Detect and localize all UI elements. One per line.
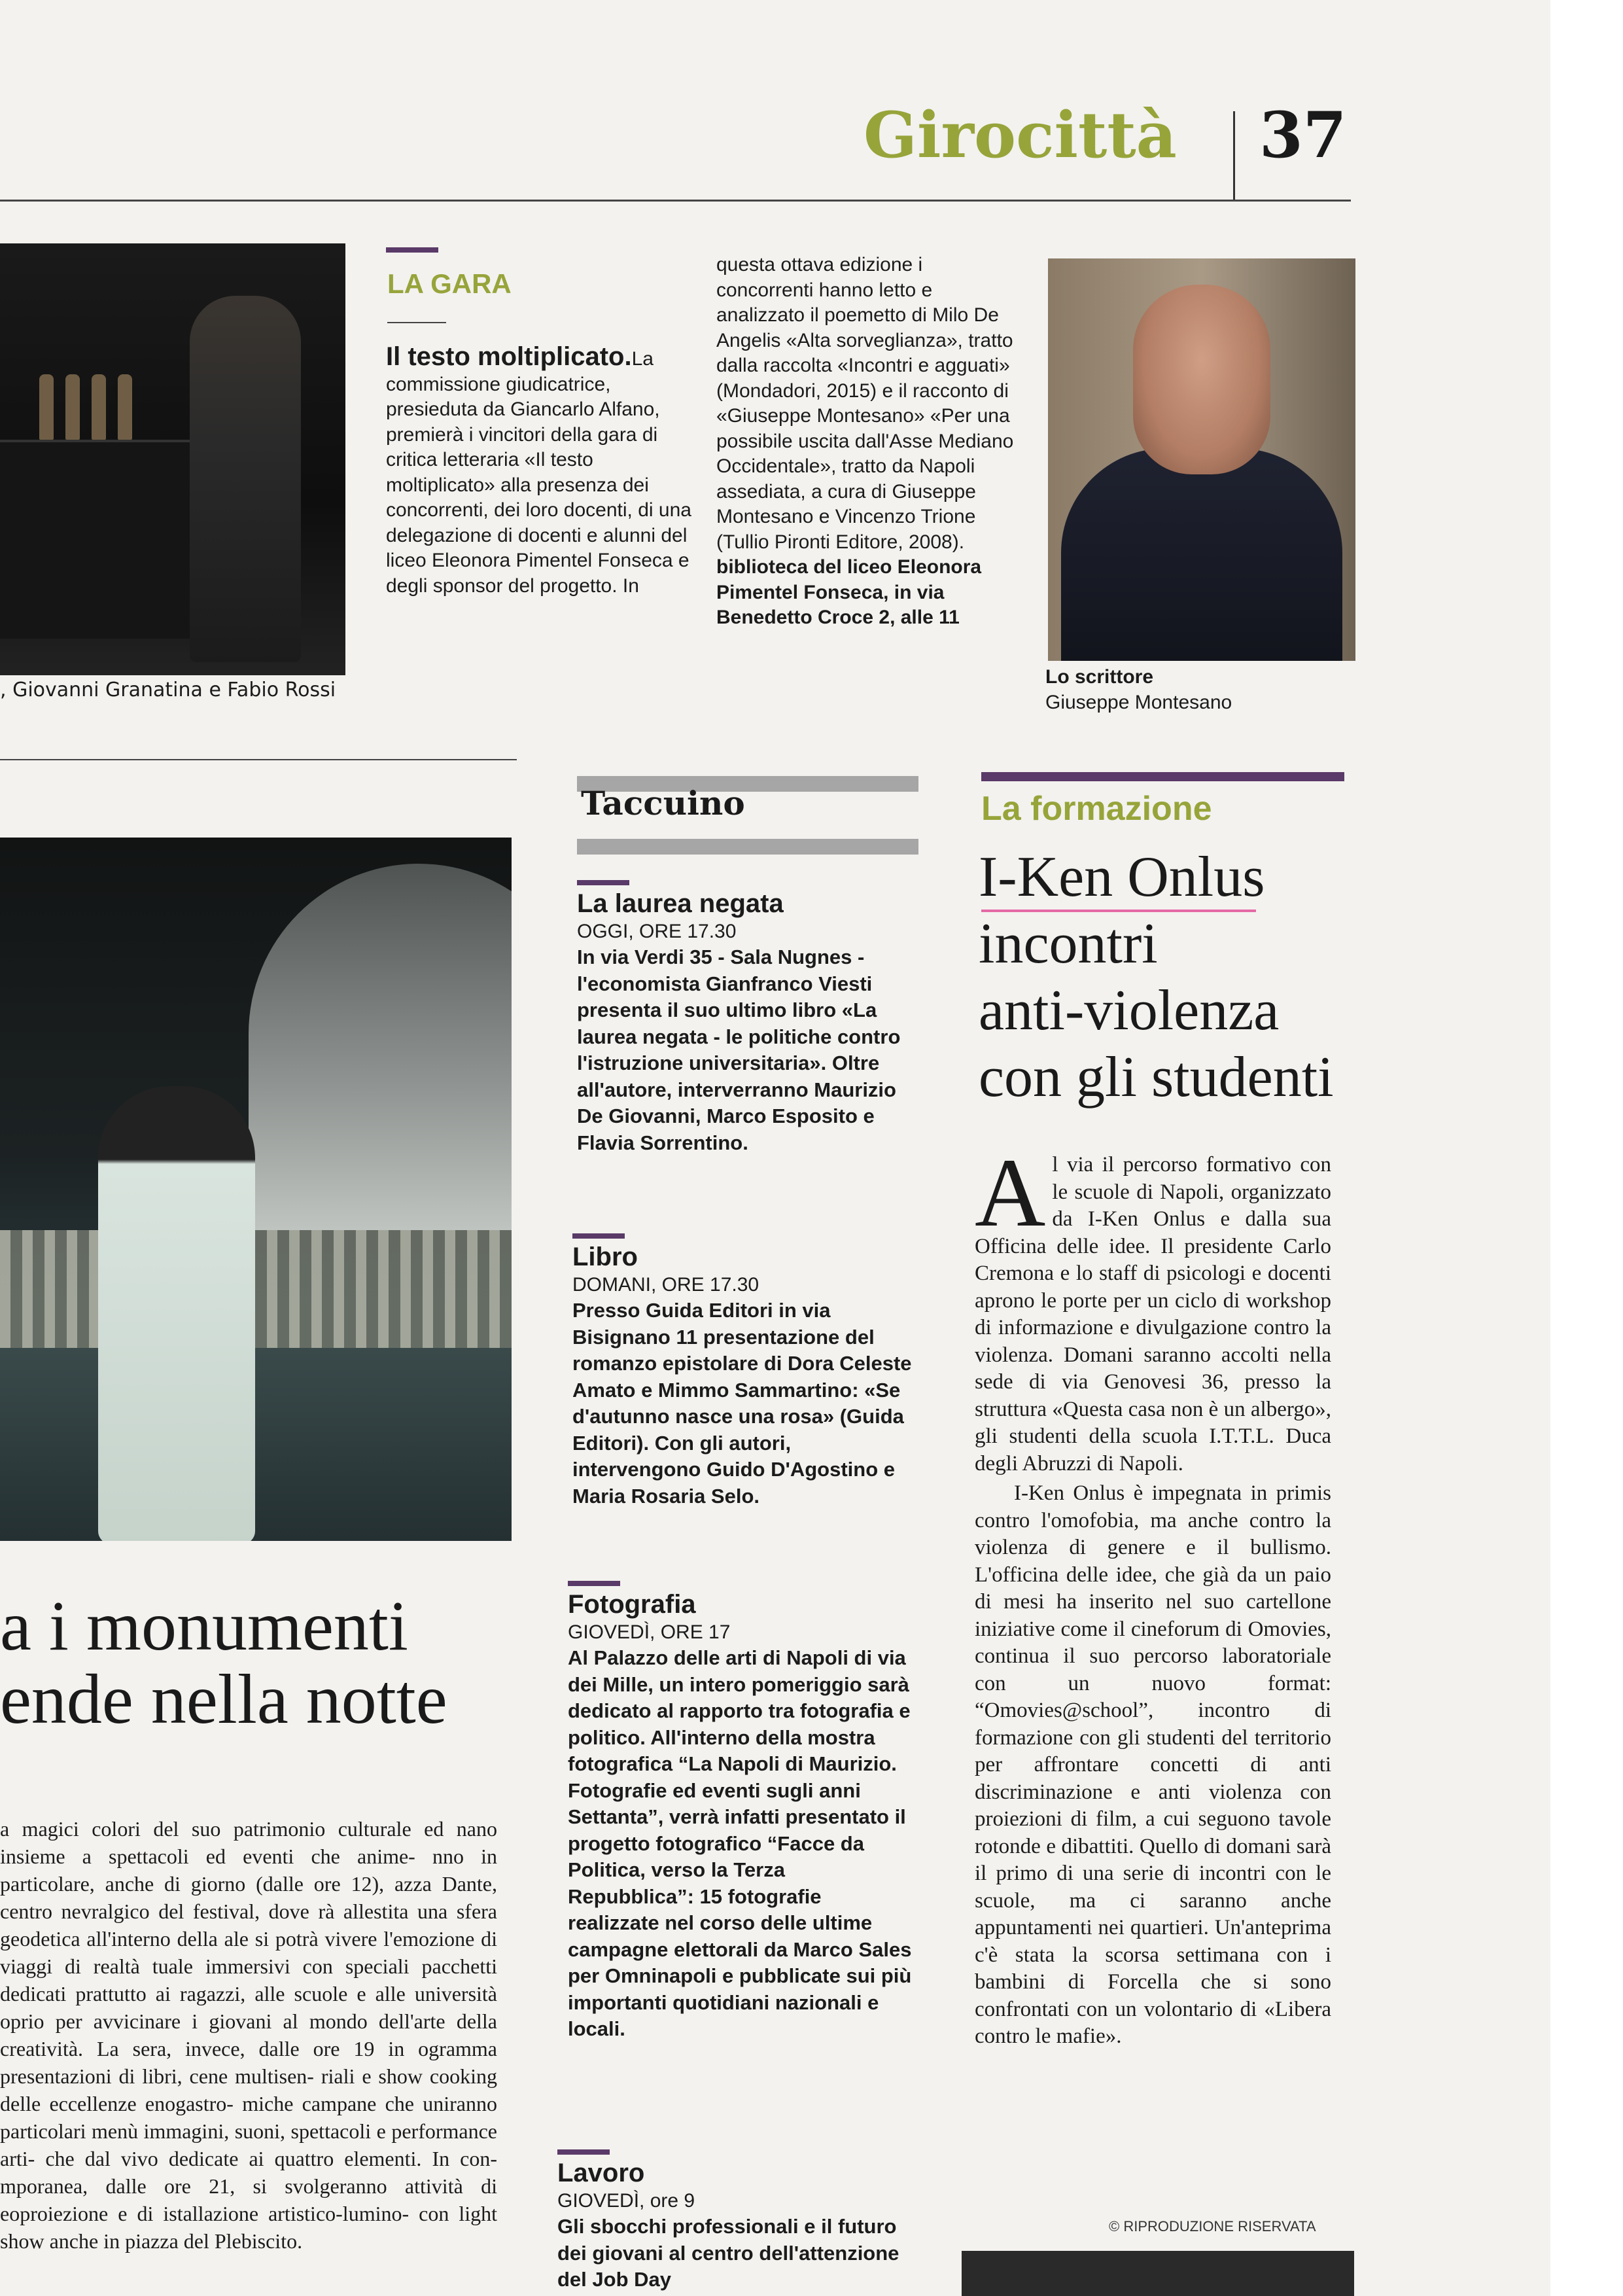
night-square-photo [0,838,512,1541]
bottle-shape [118,374,132,440]
scan-margin [1550,0,1623,2296]
entry-mini-rule [577,880,629,885]
entry-mini-rule [572,1233,625,1239]
stage-table [0,440,196,639]
entry-desc: In via Verdi 35 - Sala Nugnes - l'economista Gianfranco Viesti presenta il suo ultimo libro «La laurea negata - le politiche contro l'istruzione universitaria». Oltre all'autore, interverranno Maurizio De Giovanni, Marco Esposito e Flavia Sorrentino. [577,945,901,1154]
formazione-body [975,1139,1331,2051]
headline-line: I-Ken Onlus [979,845,1265,909]
portrait-body [1061,448,1342,661]
colonnade [0,1230,512,1348]
la-gara-col1-text: La commissione giudicatrice, presieduta da Giancarlo Alfano, premierà i vincitori della gara di critica letteraria «Il testo moltiplicato» alla presenza dei concorrenti, dei loro docenti, di una delegazione di docenti e alunni del liceo Eleonora Pimentel Fonseca e degli sponsor del progetto. In [386,348,691,597]
main-headline [0,1587,447,1739]
bottle-shape [92,374,106,440]
entry-desc: Al Palazzo delle arti di Napoli di via dei Mille, un intero pomeriggio sarà dedicato al rapporto tra fotografia e politico. All'interno della mostra fotografica “La Napoli di Maurizio. Fotografie ed eventi sugli anni Settanta”, verrà infatti presentato il progetto fotografico “Facce da Politica, verso la Terza Repubblica”: 15 fotografie realizzate nel corso delle ultime campagne elettorali da Marco Sales per Omninapoli e pubblicate sui più importanti quotidiani nazionali e locali. [568,1646,912,2040]
la-gara-title: Il testo moltiplicato. [386,342,632,371]
entry-title: Lavoro [557,2159,645,2187]
la-gara-kicker-rule [387,322,446,323]
portrait-caption [1045,665,1353,715]
taccuino-title: Taccuino [581,784,745,822]
taccuino-bottom-bar [577,839,918,855]
entry-desc: Gli sbocchi professionali e il futuro dei giovani al centro dell'attenzione del Job Day [557,2215,899,2291]
theatre-photo-caption: , Giovanni Granatina e Fabio Rossi [0,679,336,701]
church-dome [249,864,512,1230]
entry-mini-rule [557,2149,610,2155]
bottle-shape [39,374,54,440]
section-title: Girocittà [864,98,1177,172]
headline-line: incontri [979,912,1158,976]
entry-desc: Presso Guida Editori in via Bisignano 11 presentazione del romanzo epistolare di Dora Celeste Amato e Mimmo Sammartino: «Se d'autunno nasce una rosa» (Guida Editori). Con gli autori, intervengono Guido D'Agostino e Maria Rosaria Selo. [572,1299,912,1508]
la-gara-mini-rule [386,247,438,253]
copyright-note: © RIPRODUZIONE RISERVATA [1109,2218,1316,2234]
main-headline-line2: ende nella notte [0,1661,447,1739]
woman-figure [98,1086,255,1541]
main-body-text: a magici colori del suo patrimonio culturale ed nano insieme a spettacoli ed eventi che anime- nno in particolare, anche di giorno (dalle ore 12), azza Dante, centro nevralgico del festival, dove rà allestita una sfera geodetica all'interno della ale si potrà vivere l'emozione di viaggi di realtà tuale immersivi con speciali pacchetti dedicati prattutto ai ragazzi, alle scuole e alle università oprio per avvicinare i giovani al mondo dell'arte della creatività. La sera, invece, dalle ore 19 in ogramma presentazioni di libri, cene multisen- riali e show cooking delle eccellenze enogastro- miche campane che uniranno particolari menù immagini, suoni, spettacoli e performance arti- che dal vivo dedicate ai quattro elementi. In con- mporanea, dalle ore 21, si svolgeranno attività di eoproiezione e di istallazione artistico-lumino- con light show anche in piazza del Plebiscito. [0,1817,497,2253]
theatre-photo [0,243,345,675]
entry-when: GIOVEDÌ, ORE 17 [568,1621,731,1643]
entry-mini-rule [568,1581,620,1586]
headline-line: anti-violenza [979,979,1280,1042]
formazione-headline [979,844,1334,1111]
taccuino-entry-lavoro [557,2149,916,2293]
portrait-head [1133,285,1270,474]
header-rule [0,200,1351,202]
main-headline-line1: a i monumenti [0,1587,408,1665]
entry-when: GIOVEDÌ, ore 9 [557,2190,695,2212]
taccuino-entry-laurea [577,880,917,1156]
portrait-caption-bold: Lo scrittore [1045,666,1154,688]
formazione-bar [981,772,1344,781]
la-gara-col2-text: questa ottava edizione i concorrenti hanno letto e analizzato il poemetto di Milo De Angelis «Alta sorveglianza», tratto dalla raccolta «Incontri e agguati» (Mondadori, 2015) e il racconto di «Giuseppe Montesano» «Per una possibile uscita dall'Asse Mediano Occidentale», tratto da Napoli assediata, a cura di Giuseppe Montesano e Vincenzo Trione (Tullio Pironti Editore, 2008). [716,254,1014,553]
taccuino-entry-fotografia [568,1581,916,2043]
taccuino-entry-libro [572,1233,916,1510]
formazione-dropcap: A [975,1139,1046,1247]
actor-figure [190,296,301,662]
la-gara-kicker: LA GARA [387,268,512,299]
highlight-mark [981,910,1256,912]
la-gara-col2-place: biblioteca del liceo Eleonora Pimentel Fonseca, in via Benedetto Croce 2, alle 11 [716,556,982,628]
square-ground [0,1348,512,1541]
page-number: 37 [1259,98,1347,172]
header-divider [1233,111,1235,200]
formazione-para1: l via il percorso formativo con le scuole di Napoli, organizzato da I-Ken Onlus e dalla sua Officina delle idee. Il presidente Carlo Cremona e lo staff di psicologi e docenti aprono le porte per un ciclo di workshop di informazione e divulgazione contro la violenza. Domani saranno accolti nella sede di via Genovesi 36, presso la struttura «Questa casa non è un albergo», gli studenti della scuola I.T.T.L. Duca degli Abruzzi di Napoli. [975,1153,1331,1475]
entry-when: OGGI, ORE 17.30 [577,921,737,942]
entry-title: La laurea negata [577,889,784,918]
entry-title: Libro [572,1243,638,1271]
la-gara-col1 [386,342,693,599]
portrait-caption-name: Giuseppe Montesano [1045,691,1232,713]
bottom-photo-strip [962,2251,1354,2296]
entry-when: DOMANI, ORE 17.30 [572,1274,759,1296]
bottle-shape [65,374,80,440]
formazione-para2: I-Ken Onlus è impegnata in primis contro l'omofobia, ma anche contro la violenza di genere e il bullismo. L'officina delle idee, che già da un paio di mesi ha inserito nel suo cartellone iniziative come il cineforum di Omovies, continua il suo percorso laboratoriale con un nuovo format: “Omovies@school”, incontro di formazione con gli studenti del territorio per affrontare concetti di anti discriminazione e anti violenza con proiezioni di film, a cui seguono tavole rotonde e dibattiti. Quello di domani sarà il primo di una serie di incontri con le scuole, ma ci saranno anche appuntamenti nei quartieri. Un'anteprima c'è stata la scorsa settimana con i bambini di Forcella che si sono confrontati con un volontario di «Libera contro le mafie». [975,1481,1331,2048]
portrait-photo [1048,258,1355,661]
formazione-kicker: La formazione [981,790,1212,828]
top-section-rule [0,759,517,760]
entry-title: Fotografia [568,1590,696,1619]
headline-line: con gli studenti [979,1046,1334,1109]
la-gara-col2 [716,253,1021,631]
